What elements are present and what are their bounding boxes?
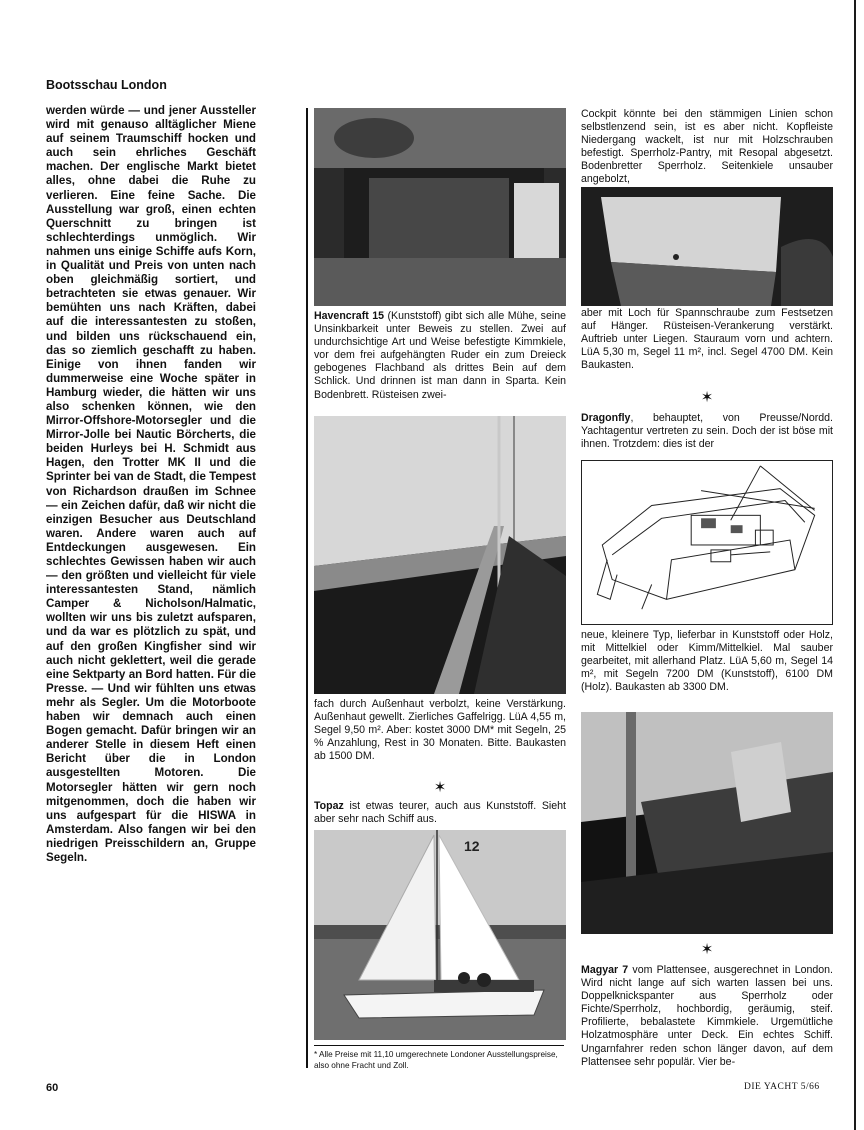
dragonfly-paragraph: [581, 412, 833, 451]
footnote: * Alle Preise mit 11,10 umgerechnete Londoner Ausstellungspreise, also ohne Fracht und Zoll.: [314, 1050, 558, 1070]
rigging-paragraph: aber mit Loch für Spannschraube zum Festsetzen auf Hänger. Rüsteisen-Verankerung verstärkt. Auftrieb unter Liegen. Stauraum vorn und achtern. LüA 5,30 m, Segel 11 m², incl. Segel 4700 DM. Kein Baukasten.: [581, 307, 833, 372]
separator-star: ✶: [433, 779, 447, 796]
havencraft-continued: fach durch Außenhaut verbolzt, keine Verstärkung. Außenhaut gewellt. Zierliches Gaffelrigg. LüA 4,55 m, Segel 9,50 m². Aber: kostet 3000 DM* mit Segeln, 25 % Anzahlung, Rest in 30 Monaten. Bitte. Baukasten ab 1500 DM.: [314, 698, 566, 763]
topaz-text: ist etwas teurer, auch aus Kunststoff. Sieht aber sehr nach Schiff aus.: [314, 800, 566, 826]
havencraft-paragraph: [314, 310, 566, 402]
magyar-paragraph: [581, 964, 833, 1069]
topaz-paragraph: [314, 800, 566, 826]
havencraft-photo-1: [314, 108, 566, 306]
intro-text: werden würde — und jener Aussteller wird mit genauso alltäglicher Miene auf seinem Traumschiff hocken und auch sein ehrliches Geschäft machen. Der englische Markt bietet alles, ohne dabei die Ruhe zu verlieren. Eine feine Sache. Die Ausstellung war groß, einen echten Querschnitt zu bringen ist schlechterdings unmöglich. Wir nahmen uns einige Schiffe aufs Korn, in Qualität und Preis von unten nach oben gleichmäßig sortiert, und betrachteten sie etwas genauer. Wir bemühten uns nach Kräften, dabei auf die interessantesten zu stoßen, und bilden uns rückschauend ein, das so ziemlich geschafft zu haben. Einige von ihnen fanden wir dummerweise eine Woche später in Hamburg wieder, die hätten wir uns also schenken können, wie den Mirror-Offshore-Motorsegler und die Mirror-Jolle bei Nautic Börcherts, die beiden Hurleys bei H. Schmidt aus Hagen, den Trotter MK II und die Sprinter bei van de Stadt, die Tempest von Richardson draußen im Schnee — ein Zeichen dafür, daß wir nicht die einzigen Besucher aus Deutschland waren. Andere waren auch auf Entdeckungen ausgewesen. Ein schlechtes Gewissen haben wir auch — den größten und vielleicht für viele interessantesten Stand, nämlich Camper & Nicholson/Halmatic, wollten wir uns bis zuletzt aufsparen, und da war es plötzlich zu spät, und auf den großen Kingfisher sind wir auch nicht geklettert, weil die gerade eine Sektparty an Bord hatten. Für die Presse. — Und wir fühlten uns etwas mehr als Segler. Um die Motorboote haben wir demnach auch einen Bogen gemacht. Dafür bringen wir an anderer Stelle in diesem Heft einen Bericht über die in London ausgestellten Motoren. Die Motorsegler hätten wir gern noch mitgenommen, doch die haben wir uns aufgespart für die HISWA in Amsterdam. Also fangen wir bei den niedrigen Preisschildern an, Gruppe Segeln.: [46, 104, 256, 864]
page-number: 60: [46, 1082, 59, 1094]
magyar-photo: [581, 712, 833, 934]
separator-star-3: ✶: [700, 941, 714, 958]
magyar-name: Magyar 7: [581, 964, 629, 976]
page-edge-rule: [854, 0, 856, 1130]
topaz-photo: [314, 830, 566, 1040]
footnote-rule: [314, 1045, 564, 1046]
cockpit-paragraph: Cockpit könnte bei den stämmigen Linien schon selbstlenzend sein, ist es aber nicht. Kopfleiste Niedergang wackelt, ist nur mit Holzschrauben befestigt. Sperrholz-Pantry, mit Resopal abgesetzt. Bodenbretter Sperrholz. Seitenkiele unsauber angebolzt,: [581, 108, 833, 186]
interior-photo: [581, 187, 833, 306]
dragonfly-drawing: [581, 460, 833, 625]
intro-column: [46, 104, 256, 865]
dragonfly-text: , behauptet, von Preusse/Nordd. Yachtagentur vertreten zu sein. Doch der ist böse mit ihnen. Trotzdem: dies ist der: [581, 412, 833, 451]
magazine-issue: DIE YACHT 5/66: [744, 1082, 820, 1092]
dragonfly-name: Dragonfly: [581, 412, 631, 424]
sail-number: 12: [464, 838, 480, 854]
separator-star-2: ✶: [700, 389, 714, 406]
havencraft-text: (Kunststoff) gibt sich alle Mühe, seine Unsinkbarkeit unter Beweis zu stellen. Zwei auf undurchsichtige Art und Weise befestigte Kimmkiele, vor dem frei aufgehängten Ruder ein zum Dreieck gebogenes Flachband als drittes Bein auf dem Schlick. Und drinnen ist man dann in Sparta. Kein Bodenbrett. Rüsteisen zwei-: [314, 310, 566, 401]
havencraft-photo-2: [314, 416, 566, 694]
section-title: Bootsschau London: [46, 78, 167, 92]
column-divider: [306, 108, 308, 1068]
magyar-text: vom Plattensee, ausgerechnet in London. Wird nicht lange auf sich warten lassen bei uns. Doppelknickspanter aus Sperrholz oder Fichte/Sperrholz, hochbordig, geräumig, steif. Profilierte, bebalastete Kimmkiele. Urgemütliche Holzatmosphäre unter Deck. Ein echtes Schiff. Ungarnfahrer reden schon länger davon, auf dem Plattensee sehr populär. Vier be-: [581, 964, 833, 1068]
havencraft-name: Havencraft 15: [314, 310, 385, 322]
topaz-name: Topaz: [314, 800, 344, 812]
dragonfly-continued: neue, kleinere Typ, lieferbar in Kunststoff oder Holz, mit Mittelkiel oder Kimm/Mittelkiel. Mal sauber gearbeitet, mit allerhand Platz. LüA 5,60 m, Segel 14 m², mit Segeln 7200 DM (Kunststoff), 6100 DM (Holz). Baukasten ab 3300 DM.: [581, 629, 833, 694]
